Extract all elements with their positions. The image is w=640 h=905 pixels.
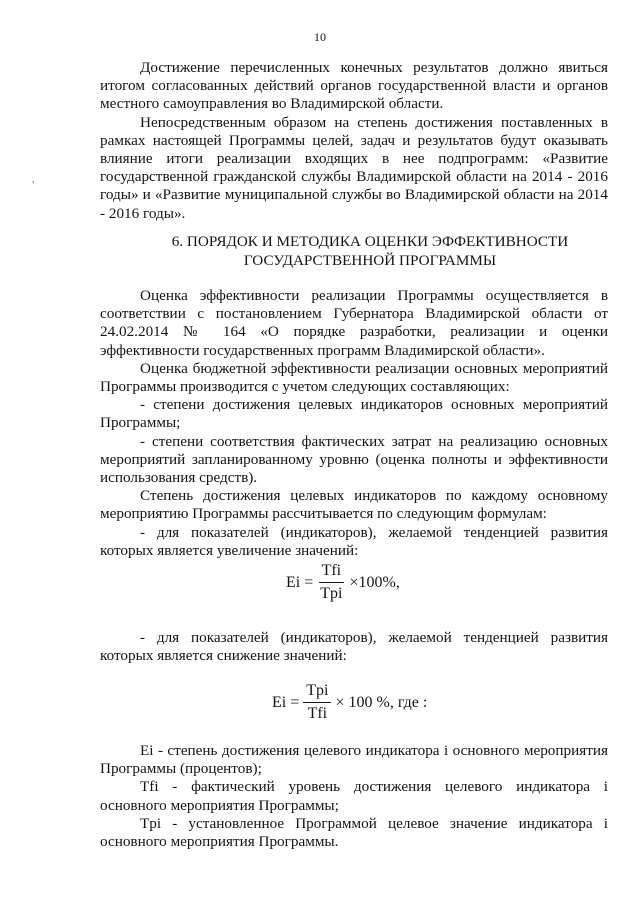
- section-heading-line2: ГОСУДАРСТВЕННОЙ ПРОГРАММЫ: [243, 251, 497, 269]
- page-number: 10: [314, 30, 326, 44]
- definition-tfi: Tfi - фактический уровень достижения целевого индикатора i основного мероприятия Программы;: [100, 778, 608, 814]
- definition-tpi: Tpi - установленное Программой целевое значение индикатора i основного мероприятия Программы.: [100, 814, 608, 851]
- paragraph-results: Достижение перечисленных конечных результатов должно явиться итогом согласованных действий органов государственной власти и органов местного самоуправления во Владимирской области.: [100, 59, 608, 113]
- formula-fraction: [317, 562, 345, 603]
- formula-denominator: Tfi: [307, 705, 328, 722]
- paragraph-formula-intro: Степень достижения целевых индикаторов по каждому основному мероприятию Программы рассчитывается по следующим формулам:: [100, 487, 608, 523]
- definition-ei: Ei - степень достижения целевого индикатора i основного мероприятия Программы (процентов);: [100, 742, 608, 778]
- formula-lhs: Ei =: [272, 693, 300, 711]
- margin-mark: ,: [32, 174, 35, 185]
- formula-rhs: × 100 %, где :: [335, 693, 428, 711]
- decrease-section: [100, 629, 608, 665]
- paragraph-evaluation: Оценка эффективности реализации Программы осуществляется в соответствии с постановлением Губернатора Владимирской области от 24.02.2014 № 164 «О порядке разработки, реализации и оценки эффективности государственных программ Владимирской области».: [100, 287, 608, 359]
- formula-increase: [286, 562, 400, 603]
- section-heading: [100, 233, 640, 270]
- paragraph-increase: - для показателей (индикаторов), желаемой тенденцией развития которых является увеличение значений:: [100, 523, 608, 559]
- paragraph-cost-compliance: - степени соответствия фактических затрат на реализацию основных мероприятий запланированному уровню (оценка полноты и эффективности использования средств).: [100, 432, 608, 487]
- paragraph-subprograms: Непосредственным образом на степень достижения поставленных в рамках настоящей Программы целей, задач и результатов будут оказывать влияние итоги реализации входящих в нее подпрограмм: «Развитие государственной гражданской службы Владимирской области на 2014 - 2016 годы» и «Развитие муниципальной службы во Владимирской области на 2014 - 2016 годы».: [100, 113, 608, 222]
- formula-rhs: ×100%,: [349, 573, 400, 591]
- formula-decrease: [272, 682, 427, 723]
- formula-fraction: [303, 682, 331, 723]
- paragraph-budget-efficiency: Оценка бюджетной эффективности реализации основных мероприятий Программы производится с учетом следующих составляющих:: [100, 359, 608, 396]
- formula-denominator: Tpi: [320, 585, 343, 602]
- intro-section: [100, 59, 608, 223]
- formula-numerator: Tfi: [319, 562, 345, 583]
- formula-lhs: Ei =: [286, 573, 314, 591]
- methodology-section: [100, 287, 608, 560]
- paragraph-decrease: - для показателей (индикаторов), желаемой тенденцией развития которых является снижение значений:: [100, 629, 608, 665]
- formula-numerator: Tpi: [303, 682, 331, 703]
- paragraph-indicator-degree: - степени достижения целевых индикаторов основных мероприятий Программы;: [100, 396, 608, 432]
- definitions-section: [100, 742, 608, 851]
- section-heading-line1: 6. ПОРЯДОК И МЕТОДИКА ОЦЕНКИ ЭФФЕКТИВНОСТИ: [171, 233, 569, 250]
